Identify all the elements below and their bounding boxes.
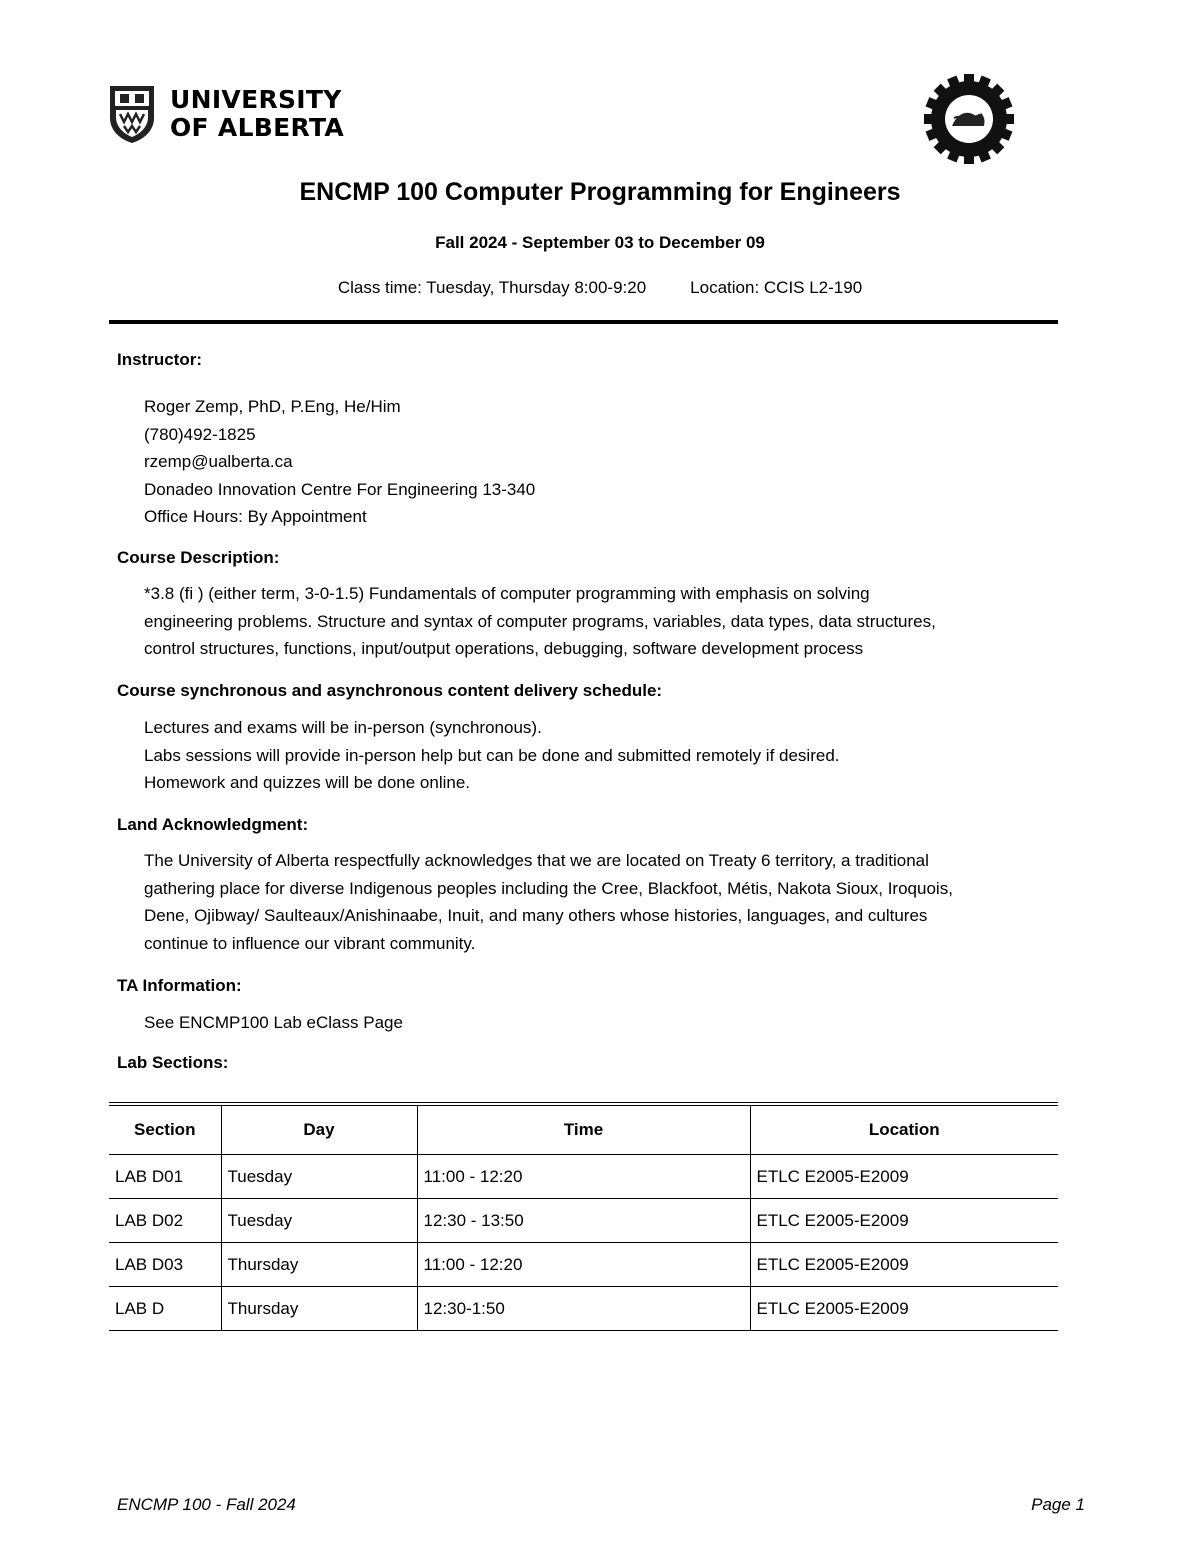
delivery-text: Lectures and exams will be in-person (synchronous). Labs sessions will provide in-person help but can be done and submitted remotely if desired. Homework and quizzes will be done online. [144, 718, 840, 792]
cell-section: LAB D02 [109, 1199, 221, 1243]
instructor-phone: (780)492-1825 [144, 424, 256, 444]
cell-location: ETLC E2005-E2009 [750, 1287, 1058, 1331]
cell-time: 11:00 - 12:20 [417, 1243, 750, 1287]
course-term: Fall 2024 - September 03 to December 09 [435, 233, 765, 252]
instructor-email[interactable]: rzemp@ualberta.ca [144, 452, 293, 471]
engineering-seal-icon [924, 74, 1014, 164]
cell-location: ETLC E2005-E2009 [750, 1199, 1058, 1243]
university-logo [108, 84, 348, 148]
column-header: Time [417, 1104, 750, 1155]
lab-sections-table [109, 1102, 1058, 1331]
logo-wordmark: UNIVERSITY OF ALBERTA [170, 85, 345, 142]
cell-section: LAB D [109, 1287, 221, 1331]
footer-course: ENCMP 100 - Fall 2024 [117, 1495, 296, 1514]
cell-location: ETLC E2005-E2009 [750, 1155, 1058, 1199]
cell-day: Thursday [221, 1287, 417, 1331]
land-text: The University of Alberta respectfully acknowledges that we are located on Treaty 6 territory, a traditional gathering place for diverse Indigenous peoples including the Cree, Blackfoot, Métis, Nakota Sioux, Iroquois, Dene, Ojibway/ Saulteaux/Anishinaabe, Inuit, and many others whose histories, languages, and cultures continue to influence our vibrant community. [144, 851, 953, 953]
cell-time: 12:30-1:50 [417, 1287, 750, 1331]
class-time: Class time: Tuesday, Thursday 8:00-9:20 [337, 278, 647, 297]
instructor-hours: Office Hours: By Appointment [144, 507, 367, 526]
table-row [109, 1243, 1058, 1287]
class-info [0, 278, 1200, 298]
shield-icon [108, 84, 156, 144]
column-header: Section [109, 1104, 221, 1155]
header-divider [109, 320, 1058, 324]
land-heading: Land Acknowledgment: [117, 815, 309, 834]
description-heading: Course Description: [117, 548, 280, 567]
description-text: *3.8 (fi ) (either term, 3-0-1.5) Fundamentals of computer programming with emphasis on solving engineering problems. Structure and syntax of computer programs, variables, data types, data structures, control structures, functions, input/output operations, debugging, software development process [144, 584, 936, 658]
instructor-details [144, 393, 1084, 531]
cell-day: Thursday [221, 1243, 417, 1287]
ta-heading: TA Information: [117, 976, 242, 995]
delivery-heading: Course synchronous and asynchronous content delivery schedule: [117, 681, 663, 700]
labs-heading: Lab Sections: [117, 1053, 229, 1072]
cell-day: Tuesday [221, 1155, 417, 1199]
cell-time: 11:00 - 12:20 [417, 1155, 750, 1199]
page-number: Page 1 [1031, 1495, 1085, 1514]
table-row [109, 1199, 1058, 1243]
column-header: Day [221, 1104, 417, 1155]
cell-location: ETLC E2005-E2009 [750, 1243, 1058, 1287]
instructor-name: Roger Zemp, PhD, P.Eng, He/Him [144, 397, 401, 416]
cell-section: LAB D03 [109, 1243, 221, 1287]
column-header: Location [750, 1104, 1058, 1155]
instructor-heading: Instructor: [117, 350, 202, 369]
course-title: ENCMP 100 Computer Programming for Engineers [299, 178, 901, 206]
table-row [109, 1287, 1058, 1331]
cell-time: 12:30 - 13:50 [417, 1199, 750, 1243]
cell-section: LAB D01 [109, 1155, 221, 1199]
ta-text: See ENCMP100 Lab eClass Page [144, 1013, 403, 1032]
table-header-row [109, 1104, 1058, 1155]
class-location: Location: CCIS L2-190 [690, 278, 863, 297]
instructor-office: Donadeo Innovation Centre For Engineering 13-340 [144, 479, 536, 499]
cell-day: Tuesday [221, 1199, 417, 1243]
table-row [109, 1155, 1058, 1199]
